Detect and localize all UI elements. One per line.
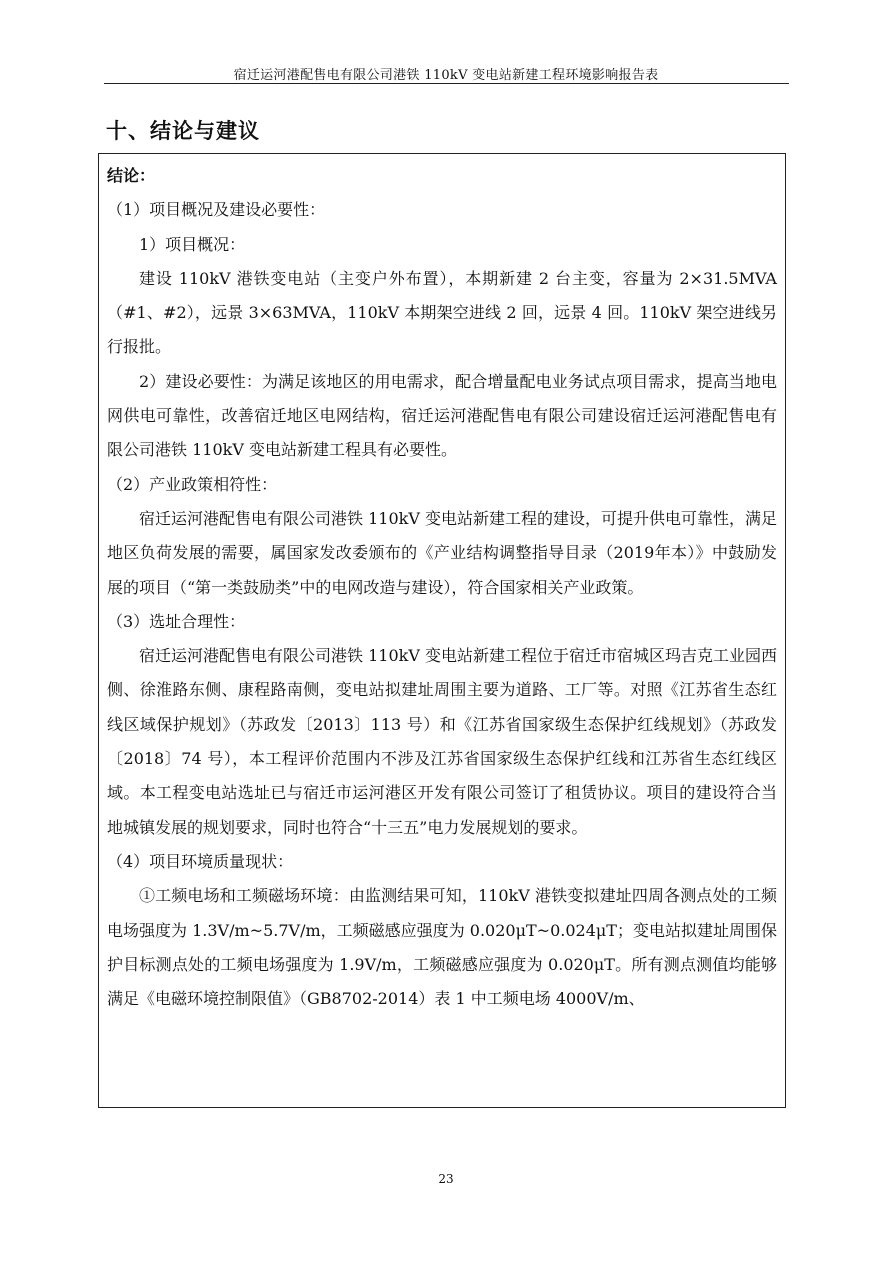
subheading-overview: 1）项目概况： <box>139 234 246 254</box>
heading-project-overview: （1）项目概况及建设必要性： <box>107 200 326 220</box>
paragraph-industrial-policy: 宿迁运河港配售电有限公司港铁 110kV 变电站新建工程的建设，可提升供电可靠性，满足地区负荷发展的需要，属国家发改委颁布的《产业结构调整指导目录（2019年本）》中鼓励发展的项目（“第一类鼓励类”中的电网改造与建设），符合国家相关产业政策。 <box>107 508 777 597</box>
heading-environment-status: （4）项目环境质量现状： <box>107 851 294 871</box>
conclusion-label: 结论： <box>107 166 156 185</box>
heading-industrial-policy: （2）产业政策相符性： <box>107 474 278 494</box>
heading-site-selection: （3）选址合理性： <box>107 611 246 631</box>
paragraph-site-selection: 宿迁运河港配售电有限公司港铁 110kV 变电站新建工程位于宿迁市宿城区玛吉克工业园西侧、徐淮路东侧、康程路南侧，变电站拟建址周围主要为道路、工厂等。对照《江苏省生态红线区域保护规划》（苏政发〔2013〕113 号）和《江苏省国家级生态保护红线规划》（苏政发〔2018〕74 号），本工程评价范围内不涉及江苏省国家级生态保护红线和江苏省生态红线区域。本工程变电站选址已与宿迁市运河港区开发有限公司签订了租赁协议。项目的建设符合当地城镇发展的规划要求，同时也符合“十三五”电力发展规划的要求。 <box>107 646 777 837</box>
conclusion-box <box>98 153 786 1108</box>
section-title: 十、结论与建议 <box>106 119 260 143</box>
paragraph-overview: 建设 110kV 港铁变电站（主变户外布置），本期新建 2 台主变，容量为 2×31.5MVA（#1、#2），远景 3×63MVA，110kV 本期架空进线 2 回，远景 4 回。110kV 架空进线另行报批。 <box>107 268 777 357</box>
running-header: 宿迁运河港配售电有限公司港铁 110kV 变电站新建工程环境影响报告表 <box>233 68 659 83</box>
paragraph-emf-environment: ①工频电场和工频磁场环境：由监测结果可知，110kV 港铁变拟建址四周各测点处的工频电场强度为 1.3V/m~5.7V/m，工频磁感应强度为 0.020μT~0.024μT；变电站拟建址周围保护目标测点处的工频电场强度为 1.9V/m，工频磁感应强度为 0.020μT。所有测点测值均能够满足《电磁环境控制限值》（GB8702-2014）表 1 中工频电场 4000V/m、 <box>107 886 777 1009</box>
header-divider <box>104 83 789 84</box>
paragraph-necessity: 2）建设必要性：为满足该地区的用电需求，配合增量配电业务试点项目需求，提高当地电网供电可靠性，改善宿迁地区电网结构，宿迁运河港配售电有限公司建设宿迁运河港配售电有限公司港铁 110kV 变电站新建工程具有必要性。 <box>107 371 777 460</box>
page-number: 23 <box>438 1172 454 1186</box>
